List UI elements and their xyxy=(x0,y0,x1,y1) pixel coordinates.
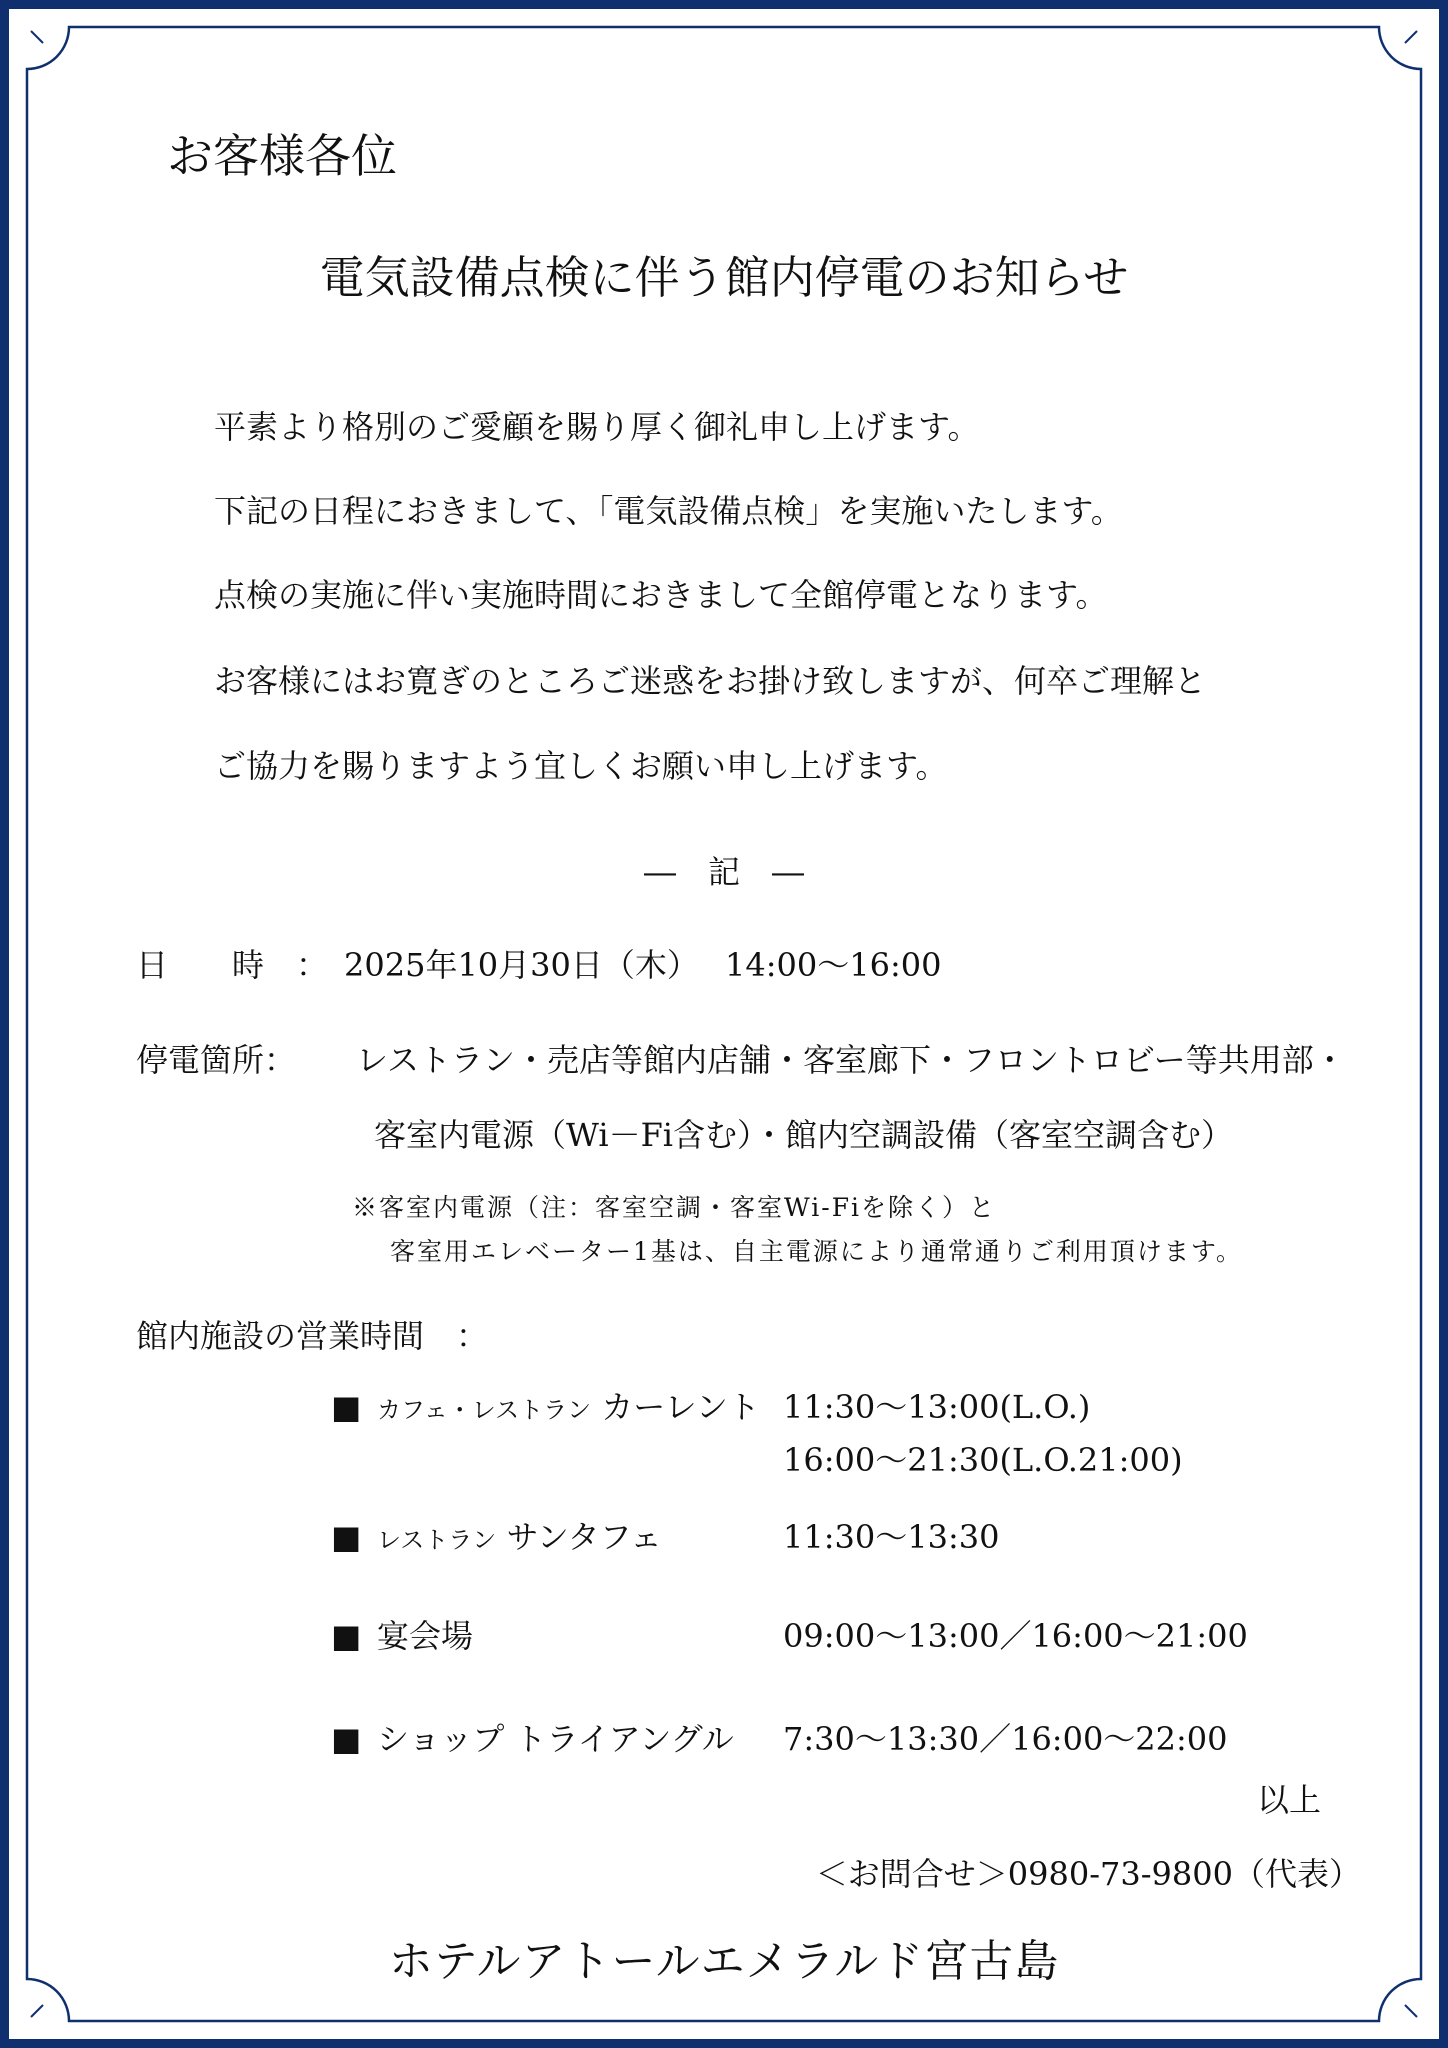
ki-heading: ― 記 ― xyxy=(643,853,804,891)
date-value: 2025年10月30日（木） 14:00～16:00 xyxy=(344,946,942,984)
greeting: お客様各位 xyxy=(167,129,397,183)
bullet-square: ■ xyxy=(331,1720,362,1758)
body-line: 平素より格別のご愛顧を賜り厚く御礼申し上げます。 xyxy=(214,408,980,446)
outage-label: 停電箇所： xyxy=(136,1041,297,1079)
notice-title: 電気設備点検に伴う館内停電のお知らせ xyxy=(319,251,1129,304)
outage-note: ※客室内電源（注：客室空調・客室Wi-Fiを除く）と xyxy=(352,1193,997,1222)
facilities-label: 館内施設の営業時間 ： xyxy=(136,1317,489,1355)
body-line: ご協力を賜りますよう宜しくお願い申し上げます。 xyxy=(214,747,948,785)
facility-category: レストラン xyxy=(377,1526,497,1554)
outage-note: 客室用エレベーター1基は、自主電源により通常通りご利用頂けます。 xyxy=(390,1237,1243,1266)
outage-line: レストラン・売店等館内店舗・客室廊下・フロントロビー等共用部・ xyxy=(356,1041,1346,1079)
facility-name xyxy=(377,1617,473,1655)
body-line: 下記の日程におきまして、「電気設備点検」を実施いたします。 xyxy=(214,492,1123,530)
facility-hours: 11:30～13:30 xyxy=(783,1518,1000,1556)
contact-info: ＜お問合せ＞0980-73-9800（代表） xyxy=(815,1855,1361,1893)
facility-title: サンタフェ xyxy=(506,1518,662,1556)
hotel-name: ホテルアトールエメラルド宮古島 xyxy=(388,1936,1060,1987)
facility-title: 宴会場 xyxy=(377,1617,474,1655)
closing-mark: 以上 xyxy=(1256,1781,1321,1819)
bullet-square: ■ xyxy=(331,1617,362,1655)
facility-hours: 7:30～13:30／16:00～22:00 xyxy=(783,1720,1228,1758)
facility-name xyxy=(377,1518,662,1556)
body-line: 点検の実施に伴い実施時間におきまして全館停電となります。 xyxy=(214,576,1108,614)
bullet-square: ■ xyxy=(331,1518,362,1556)
bullet-square: ■ xyxy=(331,1388,362,1426)
facility-hours: 09:00～13:00／16:00～21:00 xyxy=(783,1617,1248,1655)
body-line: お客様にはお寛ぎのところご迷惑をお掛け致しますが、何卒ご理解と xyxy=(214,662,1207,700)
date-label: 日 時 ： xyxy=(136,946,329,984)
facility-hours: 11:30～13:00(L.O.) xyxy=(783,1388,1091,1426)
facility-name xyxy=(377,1720,734,1758)
facility-title: ショップ トライアングル xyxy=(377,1720,734,1758)
facility-category: カフェ・レストラン xyxy=(377,1396,592,1424)
facility-hours: 16:00～21:30(L.O.21:00) xyxy=(783,1441,1183,1479)
facility-title: カーレント xyxy=(601,1388,760,1426)
outage-line: 客室内電源（Wi－Fi含む）・館内空調設備（客室空調含む） xyxy=(374,1116,1234,1154)
facility-name xyxy=(377,1388,760,1426)
